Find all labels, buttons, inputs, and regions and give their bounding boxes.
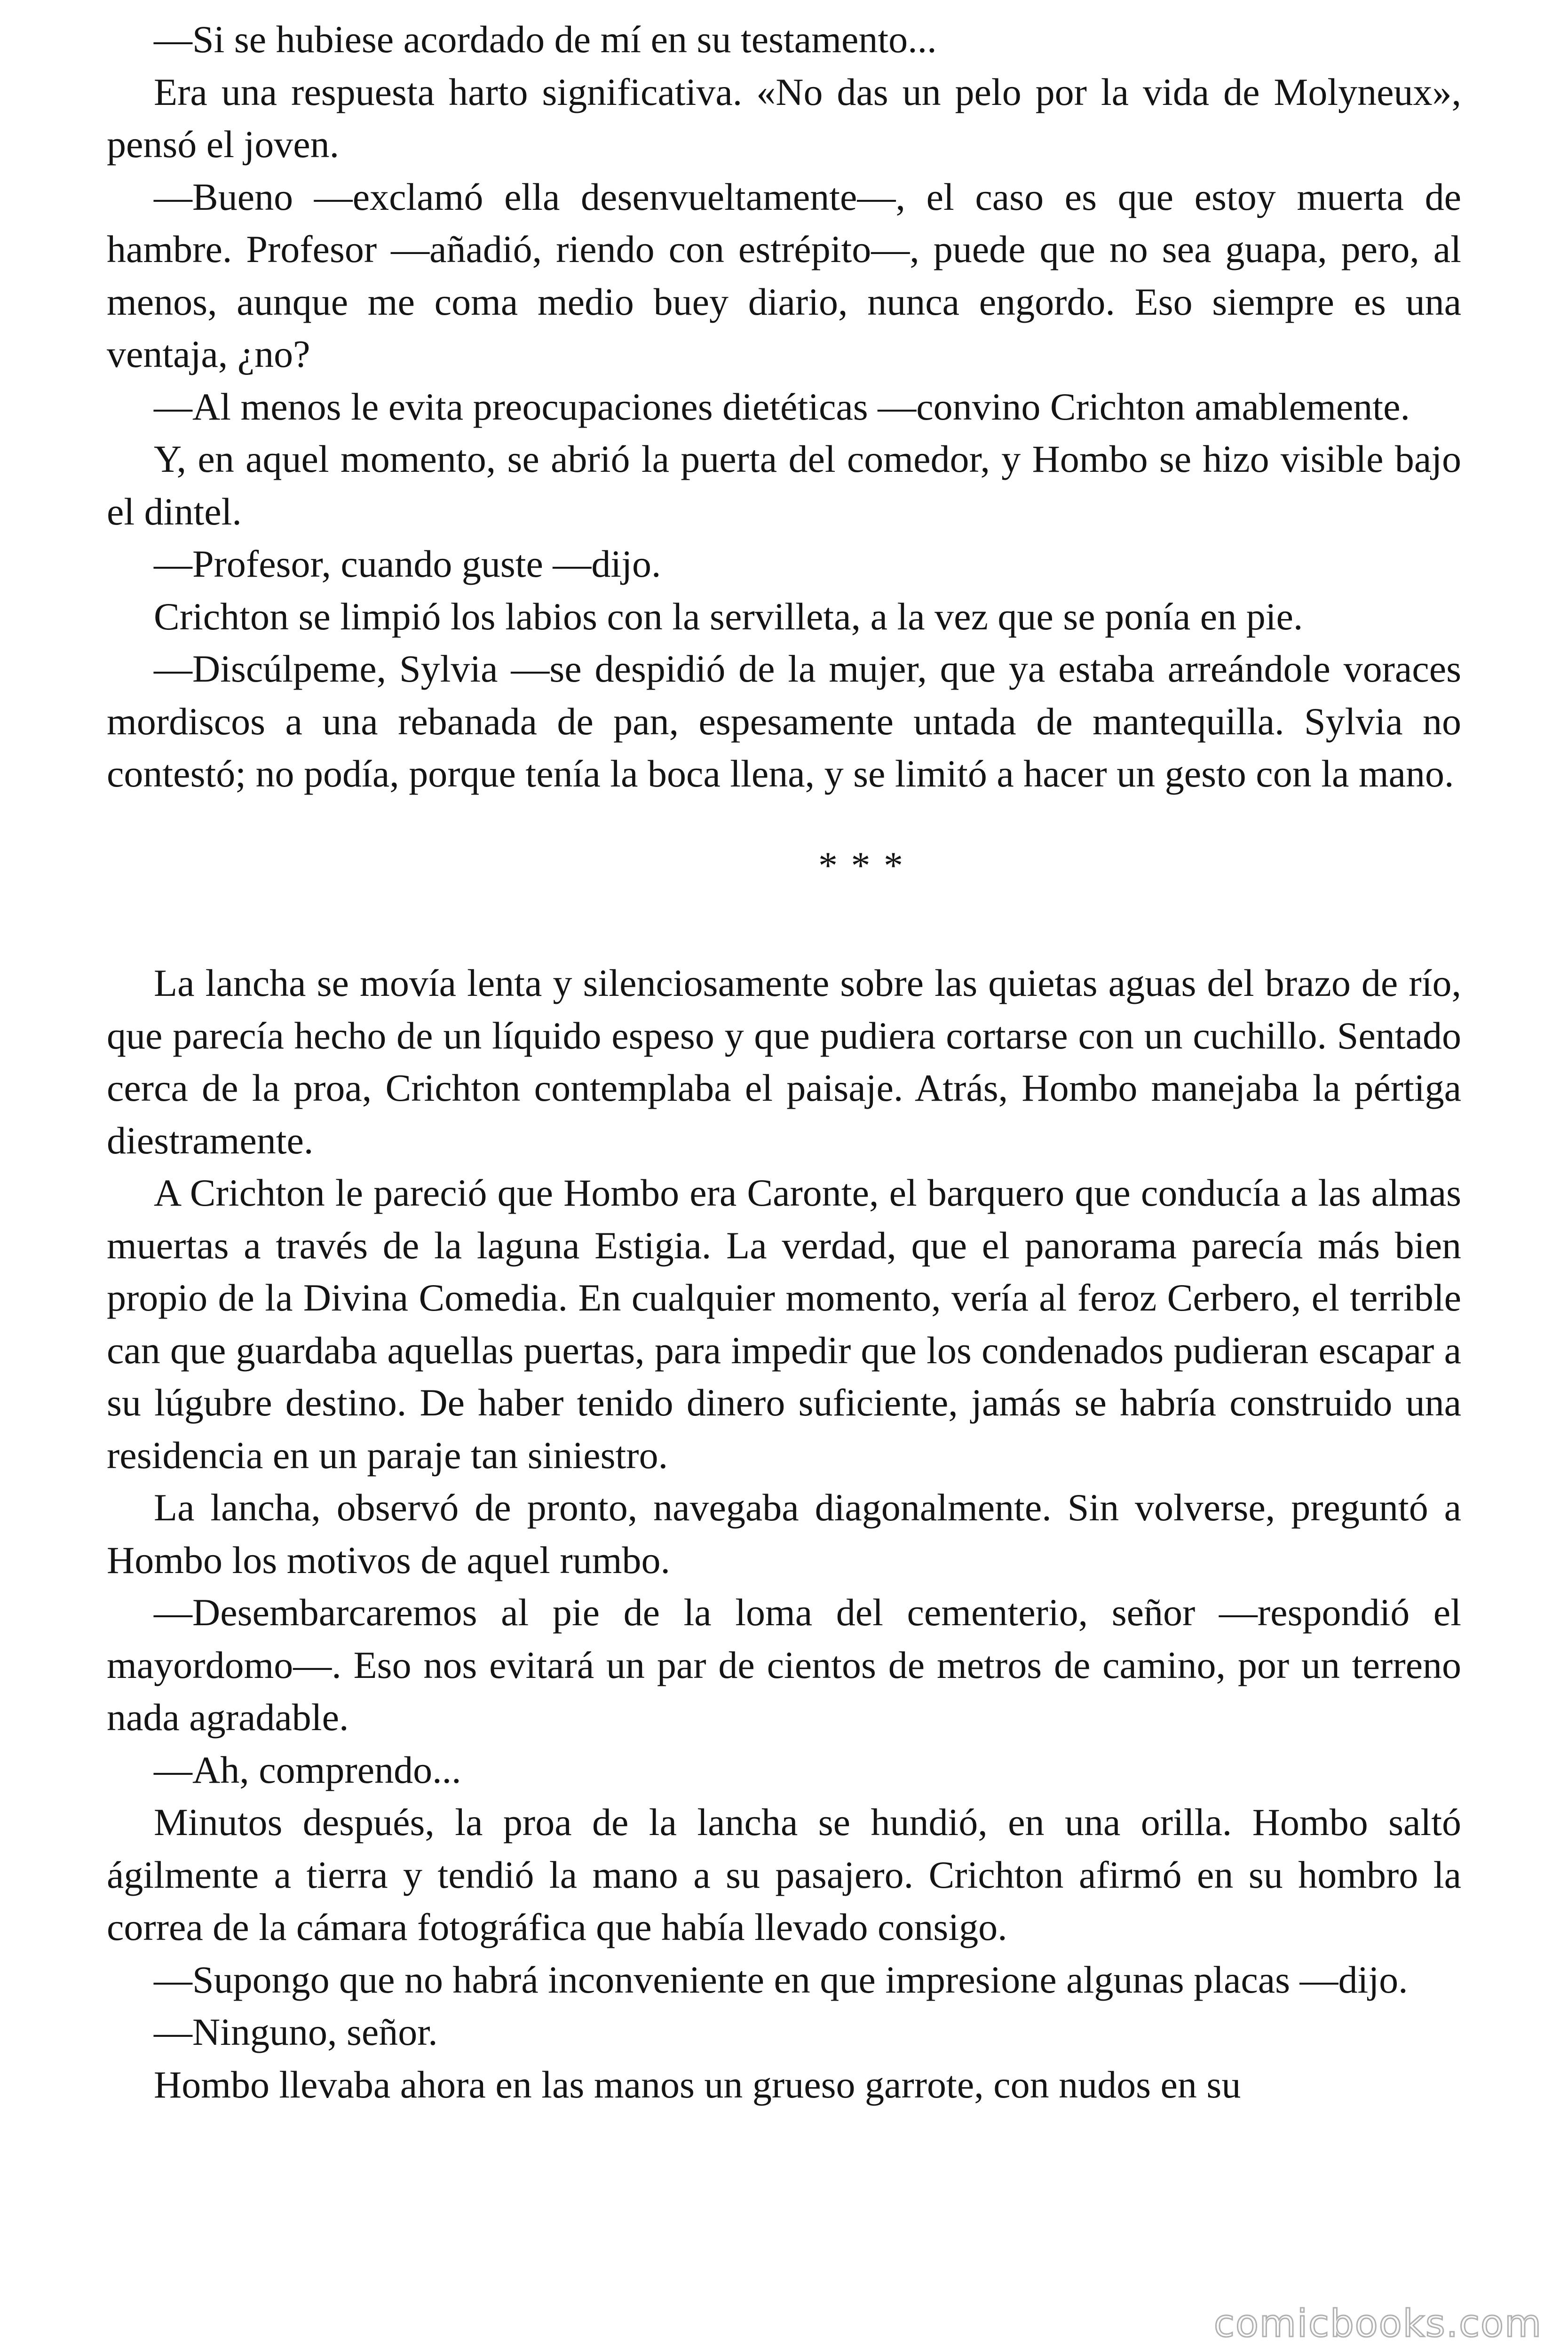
paragraph: —Desembarcaremos al pie de la loma del cementerio, señor —respondió el mayordomo—. Eso nos evitará un par de cientos de metros de camino, por un terreno nada agradable. [107, 1591, 1461, 1739]
paragraph: Y, en aquel momento, se abrió la puerta del comedor, y Hombo se hizo visible bajo el dintel. [107, 437, 1461, 533]
paragraph: La lancha se movía lenta y silenciosamente sobre las quietas aguas del brazo de río, que parecía hecho de un líquido espeso y que pudiera cortarse con un cuchillo. Sentado cerca de la proa, Crichton contemplaba el paisaje. Atrás, Hombo manejaba la pértiga diestramente. [107, 961, 1461, 1162]
book-page [107, 13, 1461, 2111]
section-separator: * * * [818, 843, 905, 887]
paragraph: —Discúlpeme, Sylvia —se despidió de la mujer, que ya estaba arreándole voraces mordiscos a una rebanada de pan, espesamente untada de mantequilla. Sylvia no contestó; no podía, porque tenía la boca llena, y se limitó a hacer un gesto con la mano. [107, 647, 1461, 795]
paragraph: A Crichton le pareció que Hombo era Caronte, el barquero que conducía a las almas muertas a través de la laguna Estigia. La verdad, que el panorama parecía más bien propio de la Divina Comedia. En cualquier momento, vería al feroz Cerbero, el terrible can que guardaba aquellas puertas, para impedir que los condenados pudieran escapar a su lúgubre destino. De haber tenido dinero suficiente, jamás se habría construido una residencia en un paraje tan siniestro. [107, 1171, 1461, 1477]
paragraph: —Supongo que no habrá inconveniente en que impresione algunas placas —dijo. [154, 1958, 1408, 2001]
paragraph: Hombo llevaba ahora en las manos un grueso garrote, con nudos en su [154, 2063, 1241, 2106]
paragraph: —Ninguno, señor. [154, 2010, 438, 2053]
paragraph: —Al menos le evita preocupaciones dietéticas —convino Crichton amablemente. [154, 385, 1410, 428]
paragraph: Minutos después, la proa de la lancha se hundió, en una orilla. Hombo saltó ágilmente a tierra y tendió la mano a su pasajero. Crichton afirmó en su hombro la correa de la cámara fotográfica que había llevado consigo. [107, 1801, 1461, 1948]
paragraph: —Profesor, cuando guste —dijo. [154, 542, 661, 585]
paragraph: —Ah, comprendo... [154, 1748, 461, 1791]
spacer [107, 800, 1461, 839]
paragraph: La lancha, observó de pronto, navegaba diagonalmente. Sin volverse, preguntó a Hombo los motivos de aquel rumbo. [107, 1486, 1461, 1581]
watermark: comicbooks.com [1213, 2302, 1542, 2345]
spacer [107, 891, 1461, 957]
paragraph: —Bueno —exclamó ella desenvueltamente—, el caso es que estoy muerta de hambre. Profesor —añadió, riendo con estrépito—, puede que no sea guapa, pero, al menos, aunque me coma medio buey diario, nunca engordo. Eso siempre es una ventaja, ¿no? [107, 175, 1461, 375]
paragraph: Era una respuesta harto significativa. «No das un pelo por la vida de Molyneux», pensó el joven. [107, 70, 1461, 166]
paragraph: —Si se hubiese acordado de mí en su testamento... [154, 18, 937, 61]
paragraph: Crichton se limpió los labios con la servilleta, a la vez que se ponía en pie. [154, 595, 1303, 638]
